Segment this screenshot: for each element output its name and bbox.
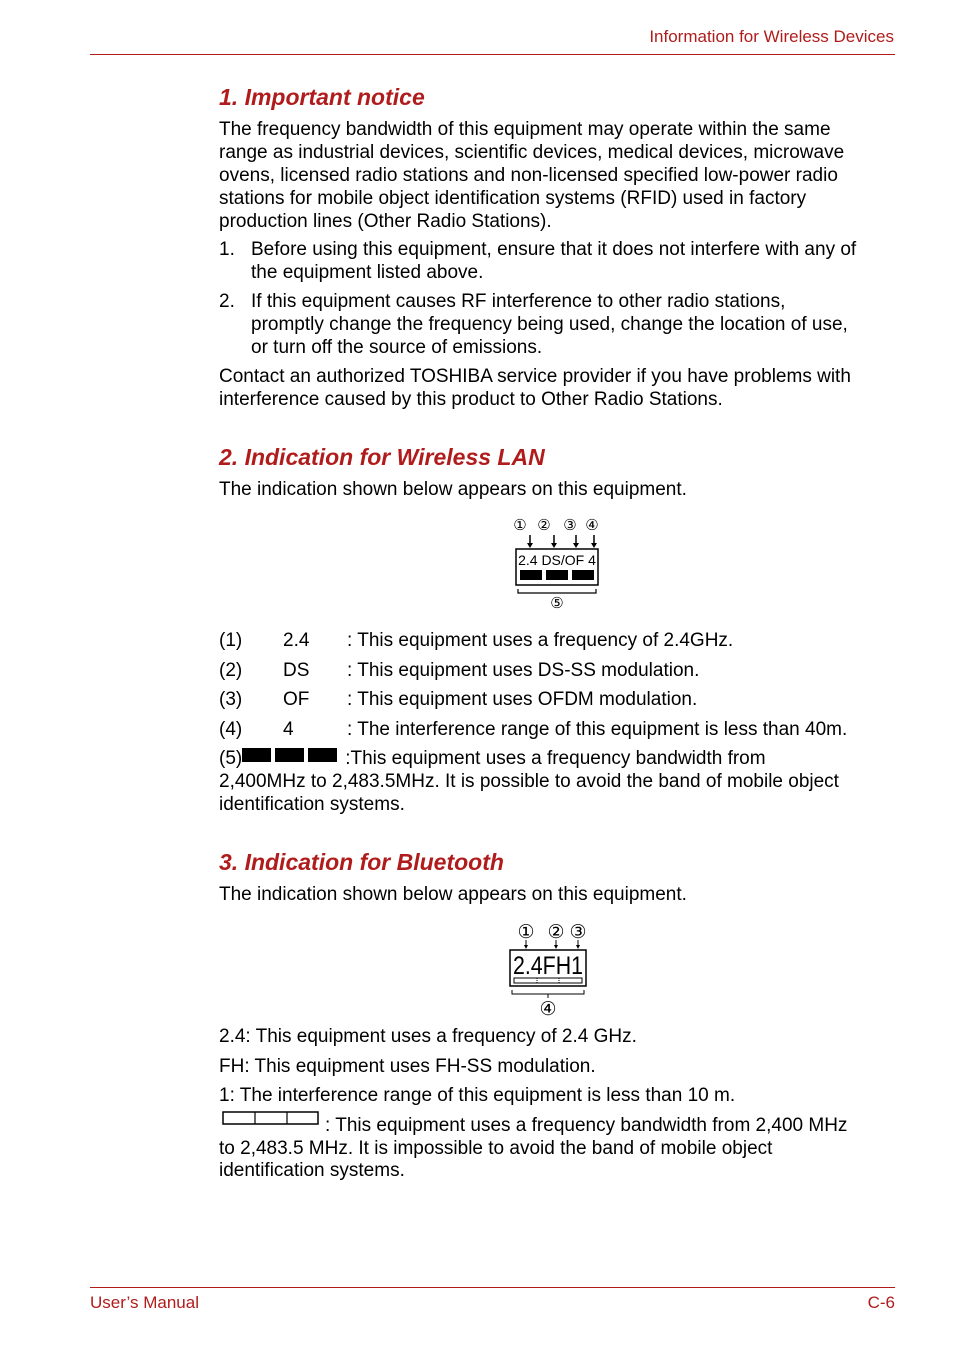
legend-code: 2.4 [283, 630, 310, 651]
label-text: 2.4 DS/OF 4 [518, 552, 596, 568]
section3-heading: 3. Indication for Bluetooth [219, 849, 504, 875]
section1-intro [219, 118, 895, 233]
band-block [242, 748, 271, 762]
bt-band-line: to 2,483.5 MHz. It is impossible to avoid the band of mobile object [219, 1138, 773, 1159]
intro-line: stations for mobile object identification systems (RFID) used in factory [219, 188, 807, 209]
marker-1: ① [517, 922, 535, 943]
contact-paragraph [219, 365, 895, 411]
band-block [572, 570, 594, 580]
bt-band-line: identification systems. [219, 1160, 405, 1181]
legend-code: OF [283, 689, 310, 710]
contact-line: interference caused by this product to Other Radio Stations. [219, 389, 723, 410]
marker-5: ⑤ [550, 595, 564, 612]
wlan-label-figure [508, 513, 608, 615]
bt-band-box-figure [222, 1111, 320, 1127]
band-line [219, 747, 895, 770]
list-item-number: 1. [219, 239, 235, 260]
band-block [546, 570, 568, 580]
list-item [219, 238, 895, 284]
bt-line: 2.4: This equipment uses a frequency of 2.4 GHz. [219, 1026, 637, 1047]
list-item-line: or turn off the source of emissions. [251, 337, 543, 358]
list-item-number: 2. [219, 291, 235, 312]
section3-intro: The indication shown below appears on this equipment. [219, 884, 687, 905]
bracket [512, 990, 584, 994]
bt-line: FH: This equipment uses FH-SS modulation. [219, 1056, 596, 1077]
legend-desc: : This equipment uses OFDM modulation. [347, 689, 698, 710]
list-item [219, 290, 895, 359]
section1-heading: 1. Important notice [219, 84, 425, 110]
list-item-line: the equipment listed above. [251, 262, 484, 283]
band-line-text: :This equipment uses a frequency bandwidth from [345, 748, 766, 769]
band-line: 2,400MHz to 2,483.5MHz. It is possible to avoid the band of mobile object [219, 771, 839, 792]
bt-band-line: : This equipment uses a frequency bandwidth from 2,400 MHz [325, 1115, 848, 1136]
list-item-line: Before using this equipment, ensure that it does not interfere with any of [251, 239, 857, 260]
intro-line: The frequency bandwidth of this equipment may operate within the same [219, 119, 831, 140]
legend-num: (1) [219, 630, 243, 651]
list-item-line: promptly change the frequency being used, change the location of use, [251, 314, 848, 335]
bluetooth-label-figure [506, 918, 592, 1020]
running-header: Information for Wireless Devices [649, 27, 894, 46]
legend-code: DS [283, 660, 310, 681]
marker-2: ② [537, 517, 551, 534]
bracket [518, 589, 596, 593]
band-description [219, 747, 895, 816]
marker-4: ④ [585, 517, 599, 534]
marker-3: ③ [563, 517, 577, 534]
footer-manual: User’s Manual [90, 1293, 199, 1312]
legend-num: (4) [219, 719, 243, 740]
footer-rule [90, 1287, 895, 1288]
section2-intro: The indication shown below appears on this equipment. [219, 479, 687, 500]
label-text: 2.4FH1 [513, 952, 583, 980]
pointer-arrows [530, 535, 594, 545]
band-block [275, 748, 304, 762]
marker-2: ② [547, 922, 565, 943]
legend-num: (2) [219, 660, 243, 681]
legend-code: 4 [283, 719, 294, 740]
marker-4: ④ [539, 999, 557, 1020]
intro-line: production lines (Other Radio Stations). [219, 211, 552, 232]
list-item-line: If this equipment causes RF interference to other radio stations, [251, 291, 786, 312]
header-rule [90, 54, 895, 55]
intro-line: ovens, licensed radio stations and non-licensed specified low-power radio [219, 165, 838, 186]
legend-desc: : This equipment uses a frequency of 2.4GHz. [347, 630, 734, 651]
marker-1: ① [513, 517, 527, 534]
legend-desc: : The interference range of this equipment is less than 40m. [347, 719, 848, 740]
bt-line: 1: The interference range of this equipment is less than 10 m. [219, 1085, 736, 1106]
page-number: C-6 [867, 1293, 895, 1312]
legend-num: (5) [219, 748, 243, 769]
band-line: identification systems. [219, 794, 405, 815]
legend-num: (3) [219, 689, 243, 710]
contact-line: Contact an authorized TOSHIBA service provider if you have problems with [219, 366, 851, 387]
band-box [223, 1112, 318, 1124]
section2-heading: 2. Indication for Wireless LAN [219, 444, 545, 470]
marker-3: ③ [569, 922, 587, 943]
legend-desc: : This equipment uses DS-SS modulation. [347, 660, 700, 681]
band-block [308, 748, 337, 762]
intro-line: range as industrial devices, scientific devices, medical devices, microwave [219, 142, 845, 163]
band-block [520, 570, 542, 580]
